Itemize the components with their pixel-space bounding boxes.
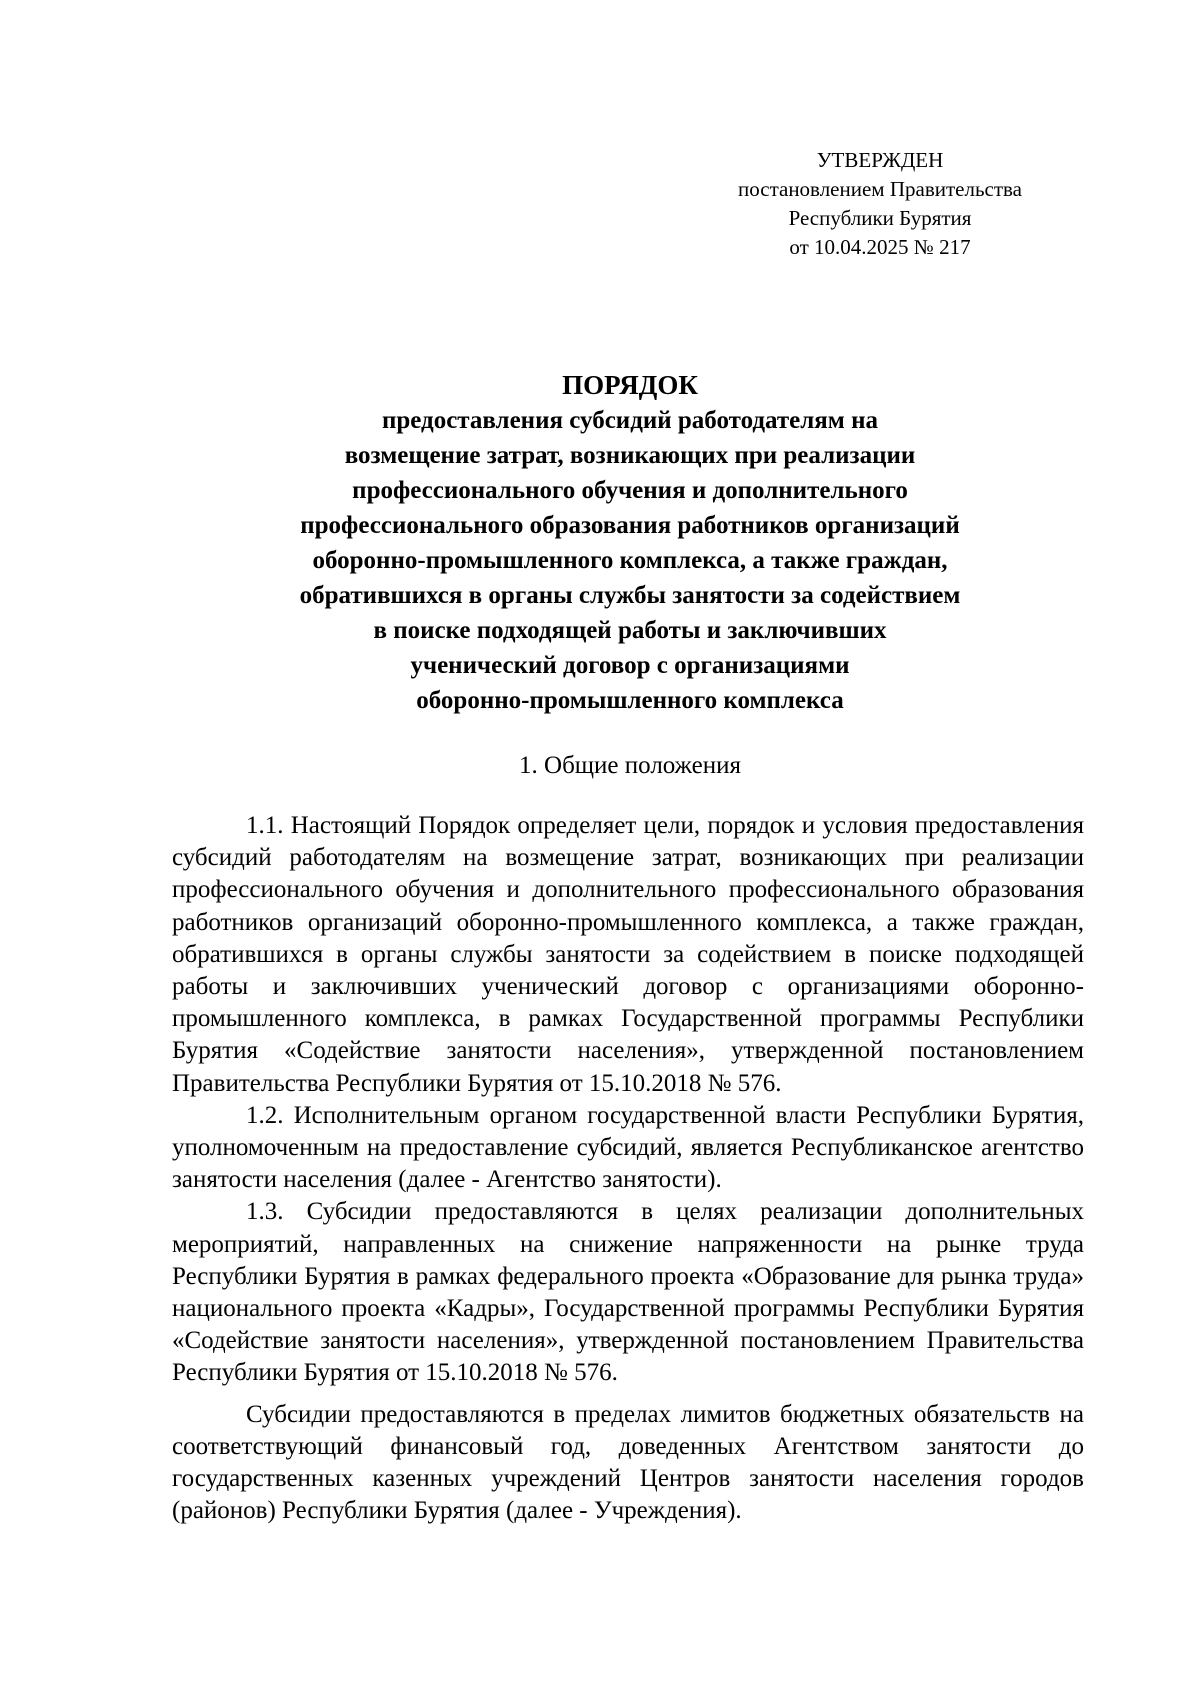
section-heading: 1. Общие положения — [519, 752, 741, 779]
document-title-line: в поиске подходящей работы и заключивших — [373, 617, 887, 644]
document-title-line: обратившихся в органы службы занятости за содействием — [299, 582, 961, 609]
document-title — [100, 367, 1160, 718]
paragraph-1-2: 1.2. Исполнительным органом государственной власти Республики Бурятия, уполномоченным на предоставление субсидий, является Республиканское агентство занятости населения (далее - Агентство занятости). — [172, 1101, 1084, 1194]
approval-line-4: от 10.04.2025 № 217 — [789, 235, 971, 259]
approval-stamp — [700, 146, 1060, 262]
document-title-main: ПОРЯДОК — [562, 370, 698, 400]
paragraph-subsidy-limits: Субсидии предоставляются в пределах лимитов бюджетных обязательств на соответствующий финансовый год, доведенных Агентством занятости до государственных казенных учреждений Центров занятости населения городов (районов) Республики Бурятия (далее - Учреждения). — [172, 1400, 1084, 1525]
document-title-line: предоставления субсидий работодателям на — [381, 407, 878, 434]
approval-line-2: постановлением Правительства — [737, 177, 1022, 201]
paragraph-1-3: 1.3. Субсидии предоставляются в целях реализации дополнительных мероприятий, направленных на снижение напряженности на рынке труда Республики Бурятия в рамках федерального проекта «Образование для рынка труда» национального проекта «Кадры», Государственной программы Республики Бурятия «Содействие занятости населения», утвержденной постановлением Правительства Республики Бурятия от 15.10.2018 № 576. — [172, 1198, 1084, 1387]
body-text — [172, 810, 1084, 1527]
paragraph-1-1: 1.1. Настоящий Порядок определяет цели, порядок и условия предоставления субсидий работодателям на возмещение затрат, возникающих при реализации профессионального обучения и дополнительного профессионального образования работников организаций оборонно-промышленного комплекса, а также граждан, обратившихся в органы службы занятости за содействием в поиске подходящей работы и заключивших ученический договор с организациями оборонно-промышленного комплекса, в рамках Государственной программы Республики Бурятия «Содействие занятости населения», утвержденной постановлением Правительства Республики Бурятия от 15.10.2018 № 576. — [172, 812, 1084, 1097]
approval-line-1: УТВЕРЖДЕН — [816, 148, 944, 172]
document-title-line: оборонно-промышленного комплекса, а также граждан, — [312, 547, 948, 574]
document-title-line: профессионального образования работников организаций — [300, 512, 960, 539]
document-title-line: ученический договор с организациями — [410, 652, 850, 679]
approval-line-3: Республики Бурятия — [788, 206, 972, 230]
document-title-line: профессионального обучения и дополнительного — [352, 477, 908, 504]
document-title-line: оборонно-промышленного комплекса — [416, 687, 844, 714]
document-title-line: возмещение затрат, возникающих при реализации — [344, 442, 916, 469]
